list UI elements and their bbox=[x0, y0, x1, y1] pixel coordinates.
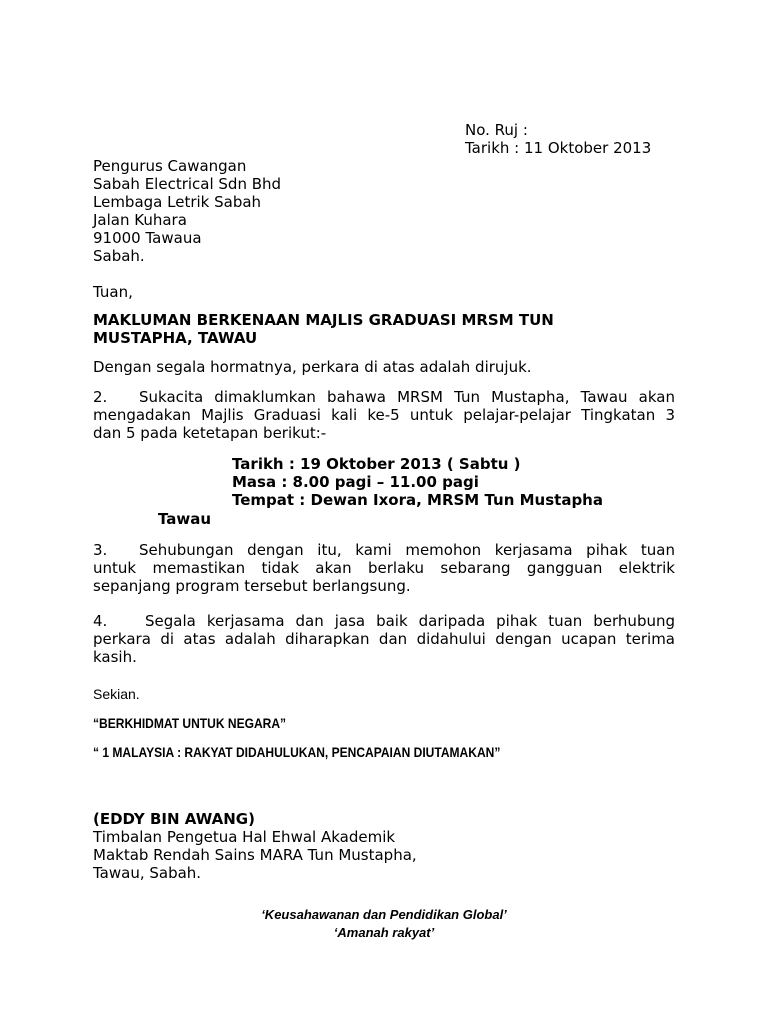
event-time: Masa : 8.00 pagi – 11.00 pagi bbox=[232, 473, 479, 491]
motto-berkhidmat: “BERKHIDMAT UNTUK NEGARA” bbox=[93, 715, 287, 731]
opening-sentence: Dengan segala hormatnya, perkara di atas adalah dirujuk. bbox=[93, 358, 532, 376]
subject-heading bbox=[93, 311, 554, 347]
reference-date: Tarikh : 11 Oktober 2013 bbox=[465, 139, 652, 157]
event-details bbox=[232, 455, 603, 509]
reference-number: No. Ruj : bbox=[465, 121, 528, 139]
signatory-name: (EDDY BIN AWANG) bbox=[93, 810, 255, 828]
paragraph-number: 3. bbox=[93, 541, 108, 559]
signatory-block bbox=[93, 810, 417, 882]
footer-slogan-2: ‘Amanah rakyat’ bbox=[333, 925, 435, 940]
address-line: Sabah Electrical Sdn Bhd bbox=[93, 175, 282, 193]
address-line: Lembaga Letrik Sabah bbox=[93, 193, 262, 211]
subject-line: MAKLUMAN BERKENAAN MAJLIS GRADUASI MRSM TUN bbox=[93, 311, 554, 329]
address-line: Jalan Kuhara bbox=[93, 211, 187, 229]
paragraph-line: mengadakan Majlis Graduasi kali ke-5 untuk pelajar-pelajar Tingkatan 3 bbox=[93, 406, 675, 424]
address-line: Sabah. bbox=[93, 247, 145, 265]
paragraph-line bbox=[93, 612, 675, 630]
paragraph-line: sepanjang program tersebut berlangsung. bbox=[93, 577, 411, 595]
signatory-title: Timbalan Pengetua Hal Ehwal Akademik bbox=[93, 828, 396, 846]
closing-sekian: Sekian. bbox=[93, 686, 140, 702]
paragraph-3 bbox=[93, 541, 675, 595]
subject-line: MUSTAPHA, TAWAU bbox=[93, 329, 258, 347]
address-line: Pengurus Cawangan bbox=[93, 157, 247, 175]
signatory-organization: Maktab Rendah Sains MARA Tun Mustapha, bbox=[93, 846, 417, 864]
paragraph-line: dan 5 pada ketetapan berikut:- bbox=[93, 424, 327, 442]
event-venue: Tempat : Dewan Ixora, MRSM Tun Mustapha bbox=[232, 491, 603, 509]
event-venue-continued: Tawau bbox=[158, 510, 212, 528]
paragraph-text: Sukacita dimaklumkan bahawa MRSM Tun Mustapha, Tawau akan bbox=[139, 388, 675, 406]
paragraph-text: Segala kerjasama dan jasa baik daripada pihak tuan berhubung bbox=[145, 612, 675, 630]
paragraph-line: perkara di atas adalah diharapkan dan didahului dengan ucapan terima bbox=[93, 630, 675, 648]
paragraph-4 bbox=[93, 612, 675, 666]
address-line: 91000 Tawaua bbox=[93, 229, 202, 247]
salutation: Tuan, bbox=[93, 283, 133, 301]
paragraph-text: Sehubungan dengan itu, kami memohon kerjasama pihak tuan bbox=[139, 541, 675, 559]
paragraph-2 bbox=[93, 388, 675, 442]
paragraph-number: 4. bbox=[93, 612, 108, 630]
paragraph-number: 2. bbox=[93, 388, 108, 406]
event-date: Tarikh : 19 Oktober 2013 ( Sabtu ) bbox=[232, 455, 521, 473]
motto-1malaysia: “ 1 MALAYSIA : RAKYAT DIDAHULUKAN, PENCAPAIAN DIUTAMAKAN” bbox=[93, 744, 501, 760]
signatory-location: Tawau, Sabah. bbox=[93, 864, 202, 882]
paragraph-line: untuk memastikan tidak akan berlaku sebarang gangguan elektrik bbox=[93, 559, 675, 577]
paragraph-line: kasih. bbox=[93, 648, 137, 666]
paragraph-line bbox=[93, 541, 675, 559]
recipient-address bbox=[93, 157, 281, 265]
reference-block bbox=[465, 121, 651, 157]
paragraph-line bbox=[93, 388, 675, 406]
footer-slogan-1: ‘Keusahawanan dan Pendidikan Global’ bbox=[261, 907, 507, 922]
